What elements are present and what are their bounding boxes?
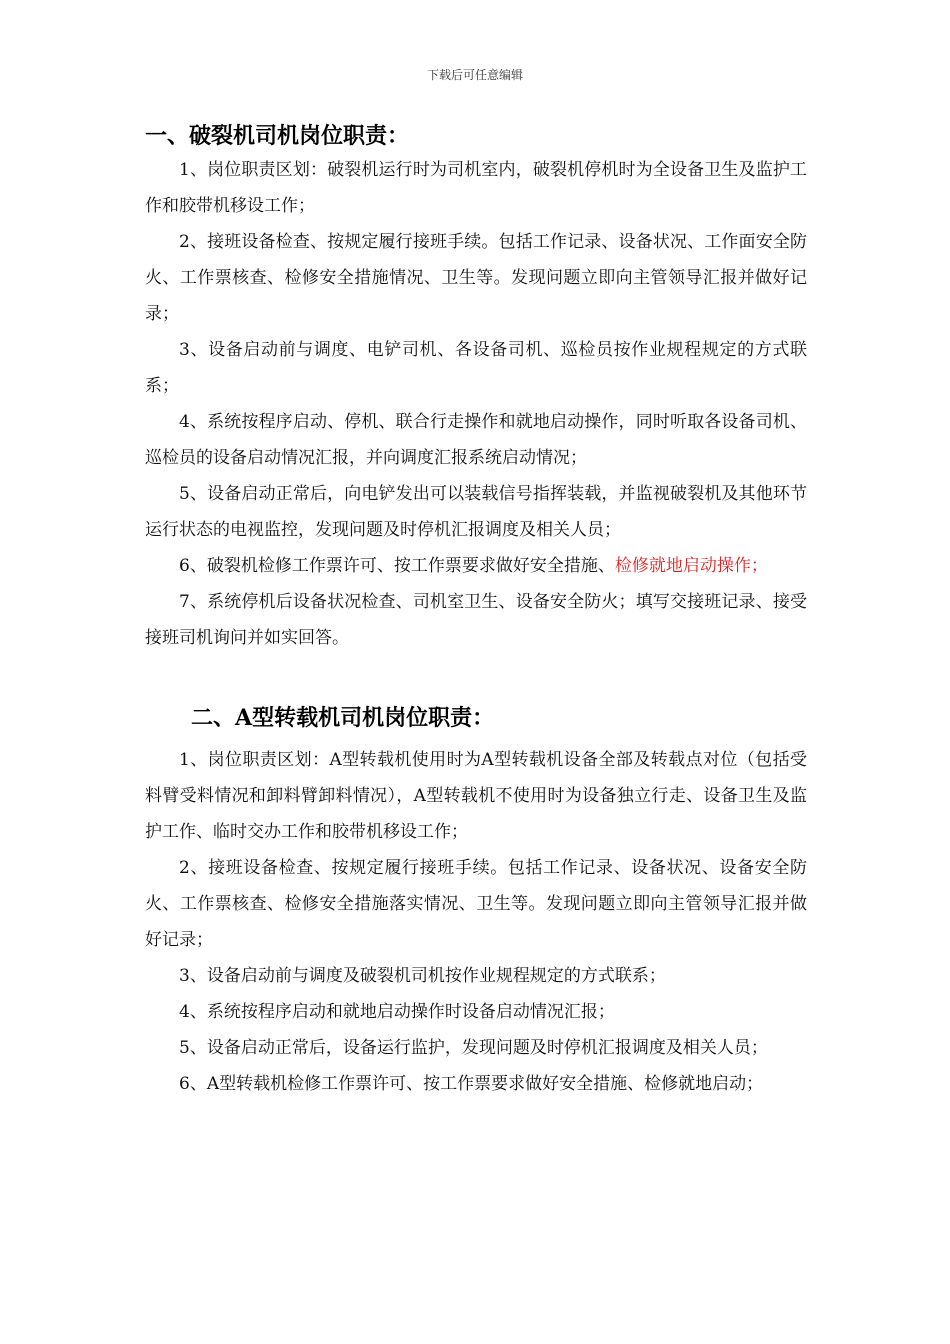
- section-2-item-6: 6、A型转载机检修工作票许可、按工作票要求做好安全措施、检修就地启动；: [179, 1074, 764, 1094]
- section-2-item-1: 1、岗位职责区划：A型转载机使用时为A型转载机设备全部及转载点对位（包括受料臂受料情况和卸料臂卸料情况），A型转载机不使用时为设备独立行走、设备卫生及监护工作、临时交办工作和胶带机移设工作；: [145, 750, 807, 842]
- section-1-item-4: 4、系统按程序启动、停机、联合行走操作和就地启动操作，同时听取各设备司机、巡检员的设备启动情况汇报，并向调度汇报系统启动情况；: [145, 412, 807, 468]
- section-2-item-2: 2、接班设备检查、按规定履行接班手续。包括工作记录、设备状况、设备安全防火、工作票核查、检修安全措施落实情况、卫生等。发现问题立即向主管领导汇报并做好记录；: [145, 858, 807, 950]
- document-content: [145, 120, 807, 1102]
- section-1-item-2: 2、接班设备检查、按规定履行接班手续。包括工作记录、设备状况、工作面安全防火、工作票核查、检修安全措施情况、卫生等。发现问题立即向主管领导汇报并做好记录；: [145, 232, 807, 324]
- section-1-item-6-text: 6、破裂机检修工作票许可、按工作票要求做好安全措施、: [179, 556, 615, 576]
- section-title-spacer: [145, 734, 807, 742]
- section-1-item-5: 5、设备启动正常后，向电铲发出可以装载信号指挥装载，并监视破裂机及其他环节运行状态的电视监控，发现问题及时停机汇报调度及相关人员；: [145, 484, 807, 540]
- section-1-item-6: [145, 548, 807, 584]
- section-1-item-7: 7、系统停机后设备状况检查、司机室卫生、设备安全防火；填写交接班记录、接受接班司机询问并如实回答。: [145, 592, 807, 648]
- section-1-item-1: 1、岗位职责区划：破裂机运行时为司机室内，破裂机停机时为全设备卫生及监护工作和胶带机移设工作；: [145, 160, 807, 216]
- header-note: 下载后可任意编辑: [426, 68, 523, 82]
- section-1-title: 一、破裂机司机岗位职责：: [145, 123, 410, 149]
- section-1-item-3: 3、设备启动前与调度、电铲司机、各设备司机、巡检员按作业规程规定的方式联系；: [145, 340, 807, 396]
- section-2-title: 二、A型转载机司机岗位职责：: [191, 705, 495, 731]
- section-2-item-3: 3、设备启动前与调度及破裂机司机按作业规程规定的方式联系；: [179, 966, 666, 986]
- section-2-item-5: 5、设备启动正常后，设备运行监护，发现问题及时停机汇报调度及相关人员；: [179, 1038, 768, 1058]
- section-spacer: [145, 656, 807, 702]
- section-1-item-6-highlight: 检修就地启动操作；: [614, 556, 768, 576]
- section-2-item-4: 4、系统按程序启动和就地启动操作时设备启动情况汇报；: [179, 1002, 615, 1022]
